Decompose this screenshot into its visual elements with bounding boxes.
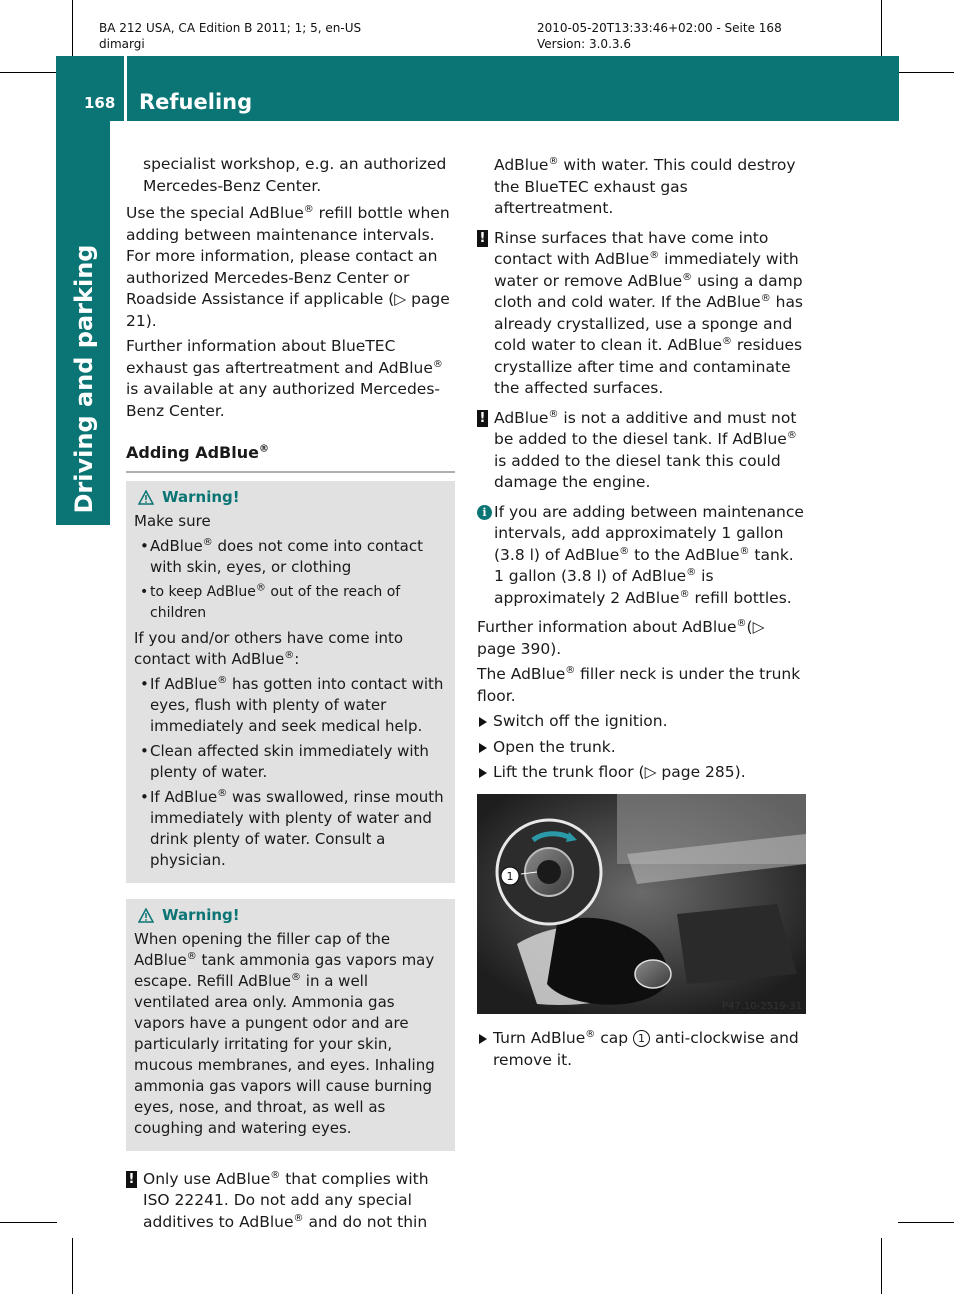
caution-icon: !	[477, 230, 488, 247]
crop-mark	[898, 1222, 954, 1223]
crop-mark	[0, 72, 57, 73]
list-item: • If AdBlue® has gotten into contact with eyes, flush with plenty of water immediately and seek medical help.	[140, 674, 444, 735]
list-item: • If AdBlue® was swallowed, rinse mouth immediately with plenty of water and drink plenty of water. Consult a physician.	[140, 787, 444, 869]
page-number: 168	[84, 94, 116, 112]
callout-number: 1	[633, 1030, 650, 1047]
version: Version: 3.0.3.6	[537, 37, 631, 51]
step-item: Open the trunk.	[477, 737, 807, 759]
step-arrow-icon	[479, 743, 487, 753]
caution-icon: !	[126, 1171, 137, 1188]
step-item: Switch off the ignition.	[477, 711, 807, 733]
step-item: Turn AdBlue® cap 1 anti-clockwise and remove it.	[477, 1028, 807, 1071]
crop-mark	[72, 0, 73, 57]
photo-callout: 1	[506, 870, 514, 883]
paragraph: specialist workshop, e.g. an authorized Mercedes-Benz Center.	[143, 155, 447, 195]
warning-title: Warning!	[162, 905, 240, 924]
warning-box	[126, 899, 455, 1151]
warning-title: Warning!	[162, 487, 240, 506]
step-arrow-icon	[479, 768, 487, 778]
print-meta-right	[537, 20, 782, 52]
warning-header	[134, 487, 447, 508]
chapter-tab-label: Driving and parking	[70, 244, 98, 514]
print-meta-left	[99, 20, 361, 52]
warning-box	[126, 481, 455, 883]
paragraph: Further information about BlueTEC exhaust gas aftertreatment and AdBlue® is available at any authorized Mercedes-Benz Center.	[126, 337, 443, 420]
warning-header	[134, 905, 447, 926]
warning-text: Make sure	[134, 511, 211, 530]
author: dimargi	[99, 37, 145, 51]
caution-note: ! AdBlue® is not a additive and must not be added to the diesel tank. If AdBlue® is added to the diesel tank this could damage the engine.	[477, 408, 807, 494]
info-note: i If you are adding between maintenance intervals, add approximately 1 gallon (3.8 l) of AdBlue® to the AdBlue® tank. 1 gallon (3.8 l) of AdBlue® is approximately 2 AdBlue® refill bottles.	[477, 502, 807, 610]
paragraph: Use the special AdBlue® refill bottle when adding between maintenance intervals. For more information, please contact an authorized Mercedes-Benz Center or Roadside Assistance if applicable (▷ page 21).	[126, 203, 450, 330]
final-step-block	[477, 1028, 807, 1075]
crop-mark	[881, 0, 882, 57]
step-item: Lift the trunk floor (▷ page 285).	[477, 762, 807, 784]
caution-note: ! Only use AdBlue® that complies with ISO 22241. Do not add any special additives to AdBlue® and do not thin	[126, 1169, 455, 1234]
paragraph: The AdBlue® filler neck is under the trunk floor.	[477, 664, 801, 705]
section-heading: Adding AdBlue®	[126, 443, 269, 462]
crop-mark	[72, 1238, 73, 1294]
header-divider	[124, 56, 127, 121]
crop-mark	[898, 72, 954, 73]
info-icon: i	[477, 505, 492, 520]
list-item: • AdBlue® does not come into contact with skin, eyes, or clothing	[140, 536, 423, 576]
crop-mark	[881, 1238, 882, 1294]
warning-text: If you and/or others have come into contact with AdBlue®:	[134, 628, 404, 668]
warning-triangle-icon	[138, 490, 154, 505]
doc-id: BA 212 USA, CA Edition B 2011; 1; 5, en-US	[99, 21, 362, 35]
trunk-adblue-photo	[477, 794, 806, 1014]
section-heading-rule	[126, 442, 455, 473]
step-arrow-icon	[479, 1034, 487, 1044]
section-header	[56, 56, 899, 121]
chapter-tab	[56, 121, 110, 525]
warning-triangle-icon	[138, 908, 154, 923]
right-column	[477, 155, 807, 788]
warning-text: When opening the filler cap of the AdBlue® tank ammonia gas vapors may escape. Refill AdBlue® in a well ventilated area only. Ammonia gas vapors have a pungent odor and are particularly irritating for your skin, mucous membranes, and eyes. Inhaling ammonia gas vapors will cause burning eyes, nose, and throat, as well as coughing and watering eyes.	[134, 929, 435, 1137]
paragraph: AdBlue® with water. This could destroy the BlueTEC exhaust gas aftertreatment.	[494, 155, 796, 217]
timestamp: 2010-05-20T13:33:46+02:00 - Seite 168	[537, 21, 782, 35]
crop-mark	[0, 1222, 57, 1223]
caution-icon: !	[477, 410, 488, 427]
caution-note: ! Rinse surfaces that have come into contact with AdBlue® immediately with water or remove AdBlue® using a damp cloth and cold water. If the AdBlue® has already crystallized, use a sponge and cold water to clean it. AdBlue® residues crystallize after time and contaminate the affected surfaces.	[477, 228, 807, 400]
left-column	[126, 154, 455, 1239]
list-item: • Clean affected skin immediately with plenty of water.	[140, 741, 429, 781]
list-item: • to keep AdBlue® out of the reach of children	[140, 581, 401, 621]
step-arrow-icon	[479, 717, 487, 727]
paragraph: Further information about AdBlue®(▷ page 390).	[477, 617, 765, 658]
photo-label: P47.10-2519-31	[721, 1001, 802, 1012]
page-title: Refueling	[139, 90, 253, 114]
